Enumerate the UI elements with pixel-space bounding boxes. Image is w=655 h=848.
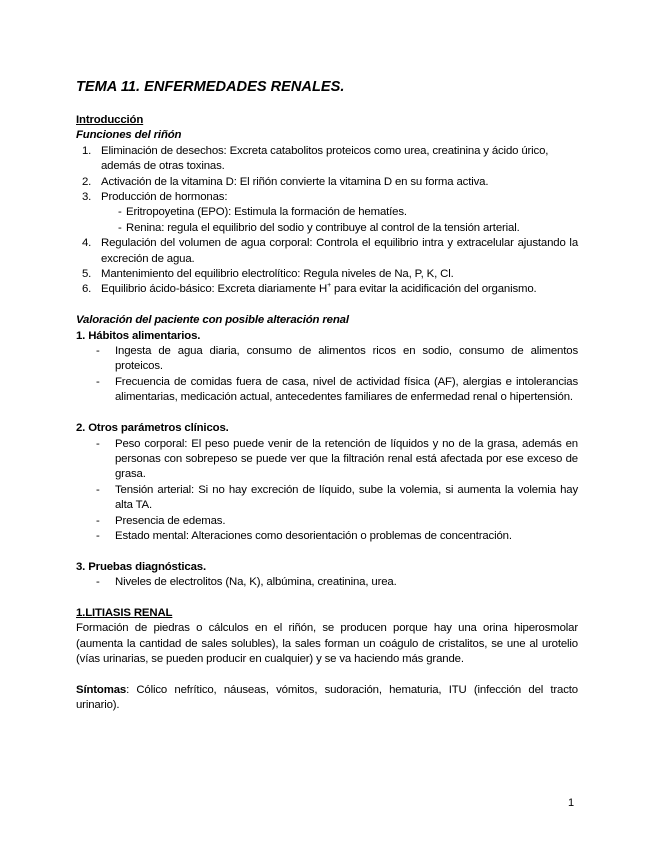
list-item	[76, 344, 578, 375]
item-text: Mantenimiento del equilibrio electrolítico: Regula niveles de Na, P, K, Cl.	[101, 268, 454, 281]
item-number: 6.	[82, 283, 92, 296]
list-item	[101, 205, 578, 220]
sintomas-text: : Cólico nefrítico, náuseas, vómitos, sudoración, hematuria, ITU (infección del tracto urinario).	[76, 683, 578, 712]
litiasis-heading: 1.LITIASIS RENAL	[76, 606, 173, 619]
list-item	[76, 144, 578, 175]
item-text: Eliminación de desechos: Excreta catabolitos proteicos como urea, creatinina y ácido úrico, además de otras toxinas.	[101, 144, 549, 173]
item-text: Tensión arterial: Si no hay excreción de líquido, sube la volemia, si aumenta la volemia hay alta TA.	[115, 483, 578, 512]
document-title: TEMA 11. ENFERMEDADES RENALES.	[76, 79, 345, 95]
item-number: 2.	[82, 175, 92, 188]
item-text: para evitar la acidificación del organismo.	[331, 283, 537, 296]
item-text: Eritropoyetina (EPO): Estimula la formación de hematíes.	[126, 206, 407, 219]
document-content	[76, 78, 578, 714]
dash-bullet: -	[118, 206, 122, 219]
item-text: Estado mental: Alteraciones como desorientación o problemas de concentración.	[115, 529, 512, 542]
list-item	[76, 282, 578, 297]
item-number: 3.	[82, 191, 92, 204]
otros-list	[76, 437, 578, 545]
item-text: Producción de hormonas:	[101, 191, 228, 204]
dash-bullet: -	[96, 514, 100, 527]
hormones-list	[101, 205, 578, 236]
list-item	[76, 175, 578, 190]
item-text: Frecuencia de comidas fuera de casa, nivel de actividad física (AF), alergias e intolerancias alimentarias, medicación actual, antecedentes familiares de enfermedad renal o hipertensión.	[115, 375, 578, 404]
item-text: Regulación del volumen de agua corporal: Controla el equilibrio intra y extracelular ajustando la excreción de agua.	[101, 237, 578, 265]
list-item	[76, 483, 578, 514]
dash-bullet: -	[96, 345, 100, 358]
list-item	[76, 267, 578, 282]
list-item	[76, 236, 578, 267]
list-item	[101, 221, 578, 236]
intro-heading: Introducción	[76, 114, 144, 126]
item-text: Ingesta de agua diaria, consumo de alimentos ricos en sodio, consumo de alimentos proteicos.	[115, 345, 578, 373]
habitos-list	[76, 344, 578, 406]
item-text: Equilibrio ácido-básico: Excreta diariamente H	[101, 283, 328, 296]
page-number: 1	[568, 797, 575, 809]
item-number: 1.	[82, 144, 92, 157]
dash-bullet: -	[96, 375, 100, 388]
dash-bullet: -	[96, 483, 100, 496]
list-item	[76, 375, 578, 406]
list-item	[76, 437, 578, 483]
habitos-heading: 1. Hábitos alimentarios.	[76, 329, 201, 342]
item-number: 5.	[82, 268, 92, 281]
functions-list	[76, 144, 578, 298]
litiasis-paragraph: Formación de piedras o cálculos en el riñón, se producen porque hay una orina hiperosmolar (aumenta la cantidad de sales solubles), la sales forman un coágulo de cristalitos, se une al urotelio (vías urinarias, se pueden producir en cualquier) y se va haciendo más grande.	[76, 622, 578, 666]
item-text: Renina: regula el equilibrio del sodio y contribuye al control de la tensión arterial.	[126, 221, 520, 234]
superscript: +	[327, 282, 332, 290]
intro-subheading: Funciones del riñón	[76, 129, 182, 142]
item-text: Peso corporal: El peso puede venir de la retención de líquidos y no de la grasa, además en personas con sobrepeso se puede ver que la filtración renal está afectada por ese exceso de grasa.	[115, 437, 578, 481]
sintomas-paragraph	[76, 683, 578, 714]
dash-bullet: -	[96, 576, 100, 589]
item-text: Presencia de edemas.	[115, 514, 226, 527]
item-text: Activación de la vitamina D: El riñón convierte la vitamina D en su forma activa.	[101, 175, 489, 188]
list-item	[76, 514, 578, 529]
sintomas-label: Síntomas	[76, 683, 127, 696]
list-item	[76, 529, 578, 544]
dash-bullet: -	[118, 221, 122, 234]
otros-heading: 2. Otros parámetros clínicos.	[76, 422, 229, 435]
valoracion-heading: Valoración del paciente con posible alteración renal	[76, 314, 349, 327]
list-item	[76, 190, 578, 236]
item-text: Niveles de electrolitos (Na, K), albúmina, creatinina, urea.	[115, 576, 397, 589]
list-item	[76, 575, 578, 590]
pruebas-list	[76, 575, 578, 590]
pruebas-heading: 3. Pruebas diagnósticas.	[76, 560, 206, 573]
dash-bullet: -	[96, 437, 100, 450]
item-number: 4.	[82, 237, 92, 250]
dash-bullet: -	[96, 529, 100, 542]
